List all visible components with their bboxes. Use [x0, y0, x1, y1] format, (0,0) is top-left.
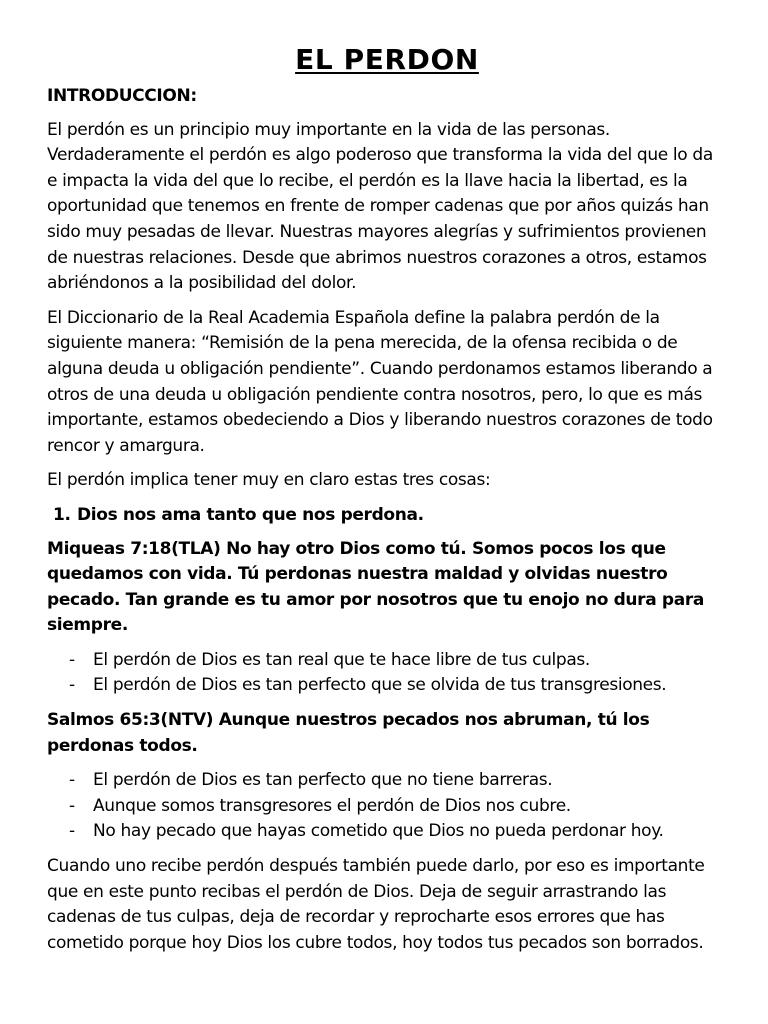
numbered-point-number: 1.	[53, 504, 71, 525]
list-item-text: El perdón de Dios es tan perfecto que no tiene barreras.	[93, 770, 553, 791]
list-item	[47, 673, 727, 699]
list-item-text: El perdón de Dios es tan real que te hace libre de tus culpas.	[93, 649, 590, 670]
paragraph-closing: Cuando uno recibe perdón después también puede darlo, por eso es importante que en este punto recibas el perdón de Dios. Deja de seguir arrastrando las cadenas de tus culpas, deja de recordar y reprocharte esos errores que has cometido porque hoy Dios los cubre todos, hoy todos tus pecados son borrados.	[47, 856, 705, 953]
dash-bullet: -	[69, 795, 75, 816]
list-item	[47, 794, 727, 820]
list-item	[47, 768, 727, 794]
document-title: EL PERDON	[295, 43, 479, 76]
document-page	[47, 40, 727, 965]
bullet-list-2	[47, 768, 727, 845]
bullet-list-1	[47, 648, 727, 699]
dash-bullet: -	[69, 649, 75, 670]
list-item	[47, 819, 727, 845]
verse-miqueas: Miqueas 7:18(TLA) No hay otro Dios como tú. Somos pocos los que quedamos con vida. Tú perdonas nuestra maldad y olvidas nuestro pecado. Tan grande es tu amor por nosotros que tu enojo no dura para siempre.	[47, 538, 704, 636]
numbered-point-text: Dios nos ama tanto que nos perdona.	[77, 504, 424, 525]
paragraph-three-things: El perdón implica tener muy en claro estas tres cosas:	[47, 470, 491, 491]
dash-bullet: -	[69, 770, 75, 791]
dash-bullet: -	[69, 821, 75, 842]
paragraph-definition: El Diccionario de la Real Academia Española define la palabra perdón de la siguiente manera: “Remisión de la pena merecida, de la ofensa recibida o de alguna deuda u obligación pendiente”. Cuando perdonamos estamos liberando a otros de una deuda u obligación pendiente contra nosotros, pero, lo que es más importante, estamos obedeciendo a Dios y liberando nuestros corazones de todo rencor y amargura.	[47, 307, 713, 456]
paragraph-intro: El perdón es un principio muy importante en la vida de las personas. Verdaderamente el perdón es algo poderoso que transforma la vida del que lo da e impacta la vida del que lo recibe, el perdón es la llave hacia la libertad, es la oportunidad que tenemos en frente de romper cadenas que por años quizás han sido muy pesadas de llevar. Nuestras mayores alegrías y sufrimientos provienen de nuestras relaciones. Desde que abrimos nuestros corazones a otros, estamos abriéndonos a la posibilidad del dolor.	[47, 119, 713, 294]
list-item-text: El perdón de Dios es tan perfecto que se olvida de tus transgresiones.	[93, 675, 667, 696]
intro-heading: INTRODUCCION:	[47, 86, 197, 106]
numbered-point-1	[53, 503, 727, 529]
dash-bullet: -	[69, 675, 75, 696]
list-item-text: No hay pecado que hayas cometido que Dios no pueda perdonar hoy.	[93, 821, 664, 842]
list-item	[47, 648, 727, 674]
verse-salmos: Salmos 65:3(NTV) Aunque nuestros pecados nos abruman, tú los perdonas todos.	[47, 710, 650, 756]
list-item-text: Aunque somos transgresores el perdón de Dios nos cubre.	[93, 795, 571, 816]
